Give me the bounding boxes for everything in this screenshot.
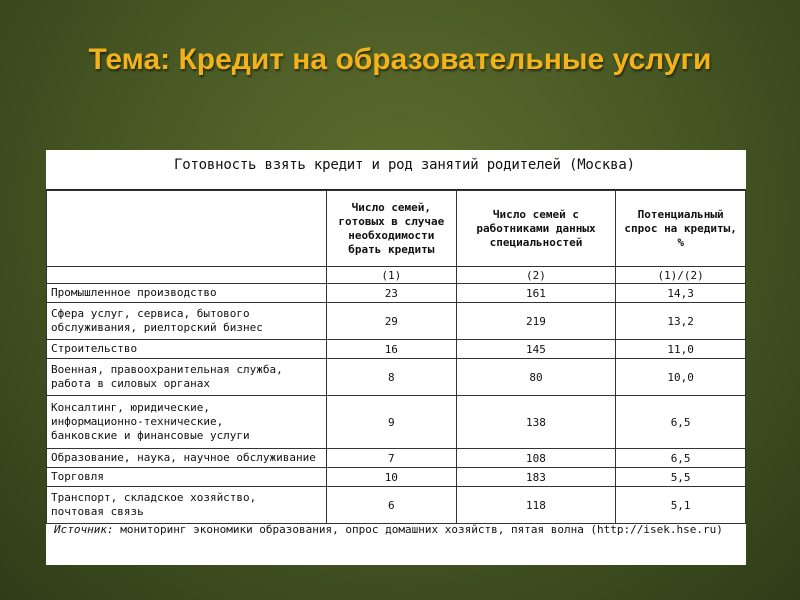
cell-value: 161 bbox=[456, 284, 616, 303]
cell-value: 6 bbox=[326, 487, 456, 524]
table-row bbox=[47, 284, 746, 303]
table-row bbox=[47, 449, 746, 468]
cell-value: 13,2 bbox=[616, 303, 746, 340]
cell-value: 14,3 bbox=[616, 284, 746, 303]
cell-value: 183 bbox=[456, 468, 616, 487]
cell-value: 9 bbox=[326, 396, 456, 449]
cell-value: 108 bbox=[456, 449, 616, 468]
source-text: мониторинг экономики образования, опрос домашних хозяйств, пятая волна (http://isek.hse.ru) bbox=[120, 523, 723, 536]
header-cell-potential-demand: Потенциальный спрос на кредиты, % bbox=[616, 191, 746, 267]
cell-value: 6,5 bbox=[616, 396, 746, 449]
cell-value: 138 bbox=[456, 396, 616, 449]
data-table-panel bbox=[46, 150, 746, 565]
table-header-row bbox=[47, 191, 746, 267]
row-label: Консалтинг, юридические, информационно-технические, банковские и финансовые услуги bbox=[47, 396, 327, 449]
table-row bbox=[47, 340, 746, 359]
table-index-row bbox=[47, 267, 746, 284]
data-table bbox=[46, 190, 746, 524]
table-row bbox=[47, 396, 746, 449]
cell-value: 145 bbox=[456, 340, 616, 359]
row-label: Военная, правоохранительная служба, работа в силовых органах bbox=[47, 359, 327, 396]
row-label: Торговля bbox=[47, 468, 327, 487]
table-row bbox=[47, 487, 746, 524]
cell-value: 5,5 bbox=[616, 468, 746, 487]
cell-value: 23 bbox=[326, 284, 456, 303]
row-label: Строительство bbox=[47, 340, 327, 359]
cell-value: 29 bbox=[326, 303, 456, 340]
slide-title: Тема: Кредит на образовательные услуги bbox=[88, 43, 712, 76]
index-cell: (1)/(2) bbox=[616, 267, 746, 284]
row-label: Сфера услуг, сервиса, бытового обслуживания, риелторский бизнес bbox=[47, 303, 327, 340]
cell-value: 6,5 bbox=[616, 449, 746, 468]
cell-value: 118 bbox=[456, 487, 616, 524]
index-cell: (1) bbox=[326, 267, 456, 284]
index-cell bbox=[47, 267, 327, 284]
cell-value: 219 bbox=[456, 303, 616, 340]
header-cell-total-families: Число семей с работниками данных специальностей bbox=[456, 191, 616, 267]
table-row bbox=[47, 303, 746, 340]
cell-value: 10,0 bbox=[616, 359, 746, 396]
table-row bbox=[47, 359, 746, 396]
row-label: Образование, наука, научное обслуживание bbox=[47, 449, 327, 468]
row-label: Промышленное производство bbox=[47, 284, 327, 303]
cell-value: 5,1 bbox=[616, 487, 746, 524]
table-caption: Готовность взять кредит и род занятий родителей (Москва) bbox=[46, 150, 746, 190]
table-source-note bbox=[54, 523, 744, 536]
header-cell-label bbox=[47, 191, 327, 267]
source-label: Источник: bbox=[54, 523, 114, 536]
row-label: Транспорт, складское хозяйство, почтовая связь bbox=[47, 487, 327, 524]
cell-value: 7 bbox=[326, 449, 456, 468]
table-row bbox=[47, 468, 746, 487]
cell-value: 16 bbox=[326, 340, 456, 359]
index-cell: (2) bbox=[456, 267, 616, 284]
cell-value: 8 bbox=[326, 359, 456, 396]
cell-value: 80 bbox=[456, 359, 616, 396]
header-cell-ready-families: Число семей, готовых в случае необходимости брать кредиты bbox=[326, 191, 456, 267]
cell-value: 10 bbox=[326, 468, 456, 487]
cell-value: 11,0 bbox=[616, 340, 746, 359]
